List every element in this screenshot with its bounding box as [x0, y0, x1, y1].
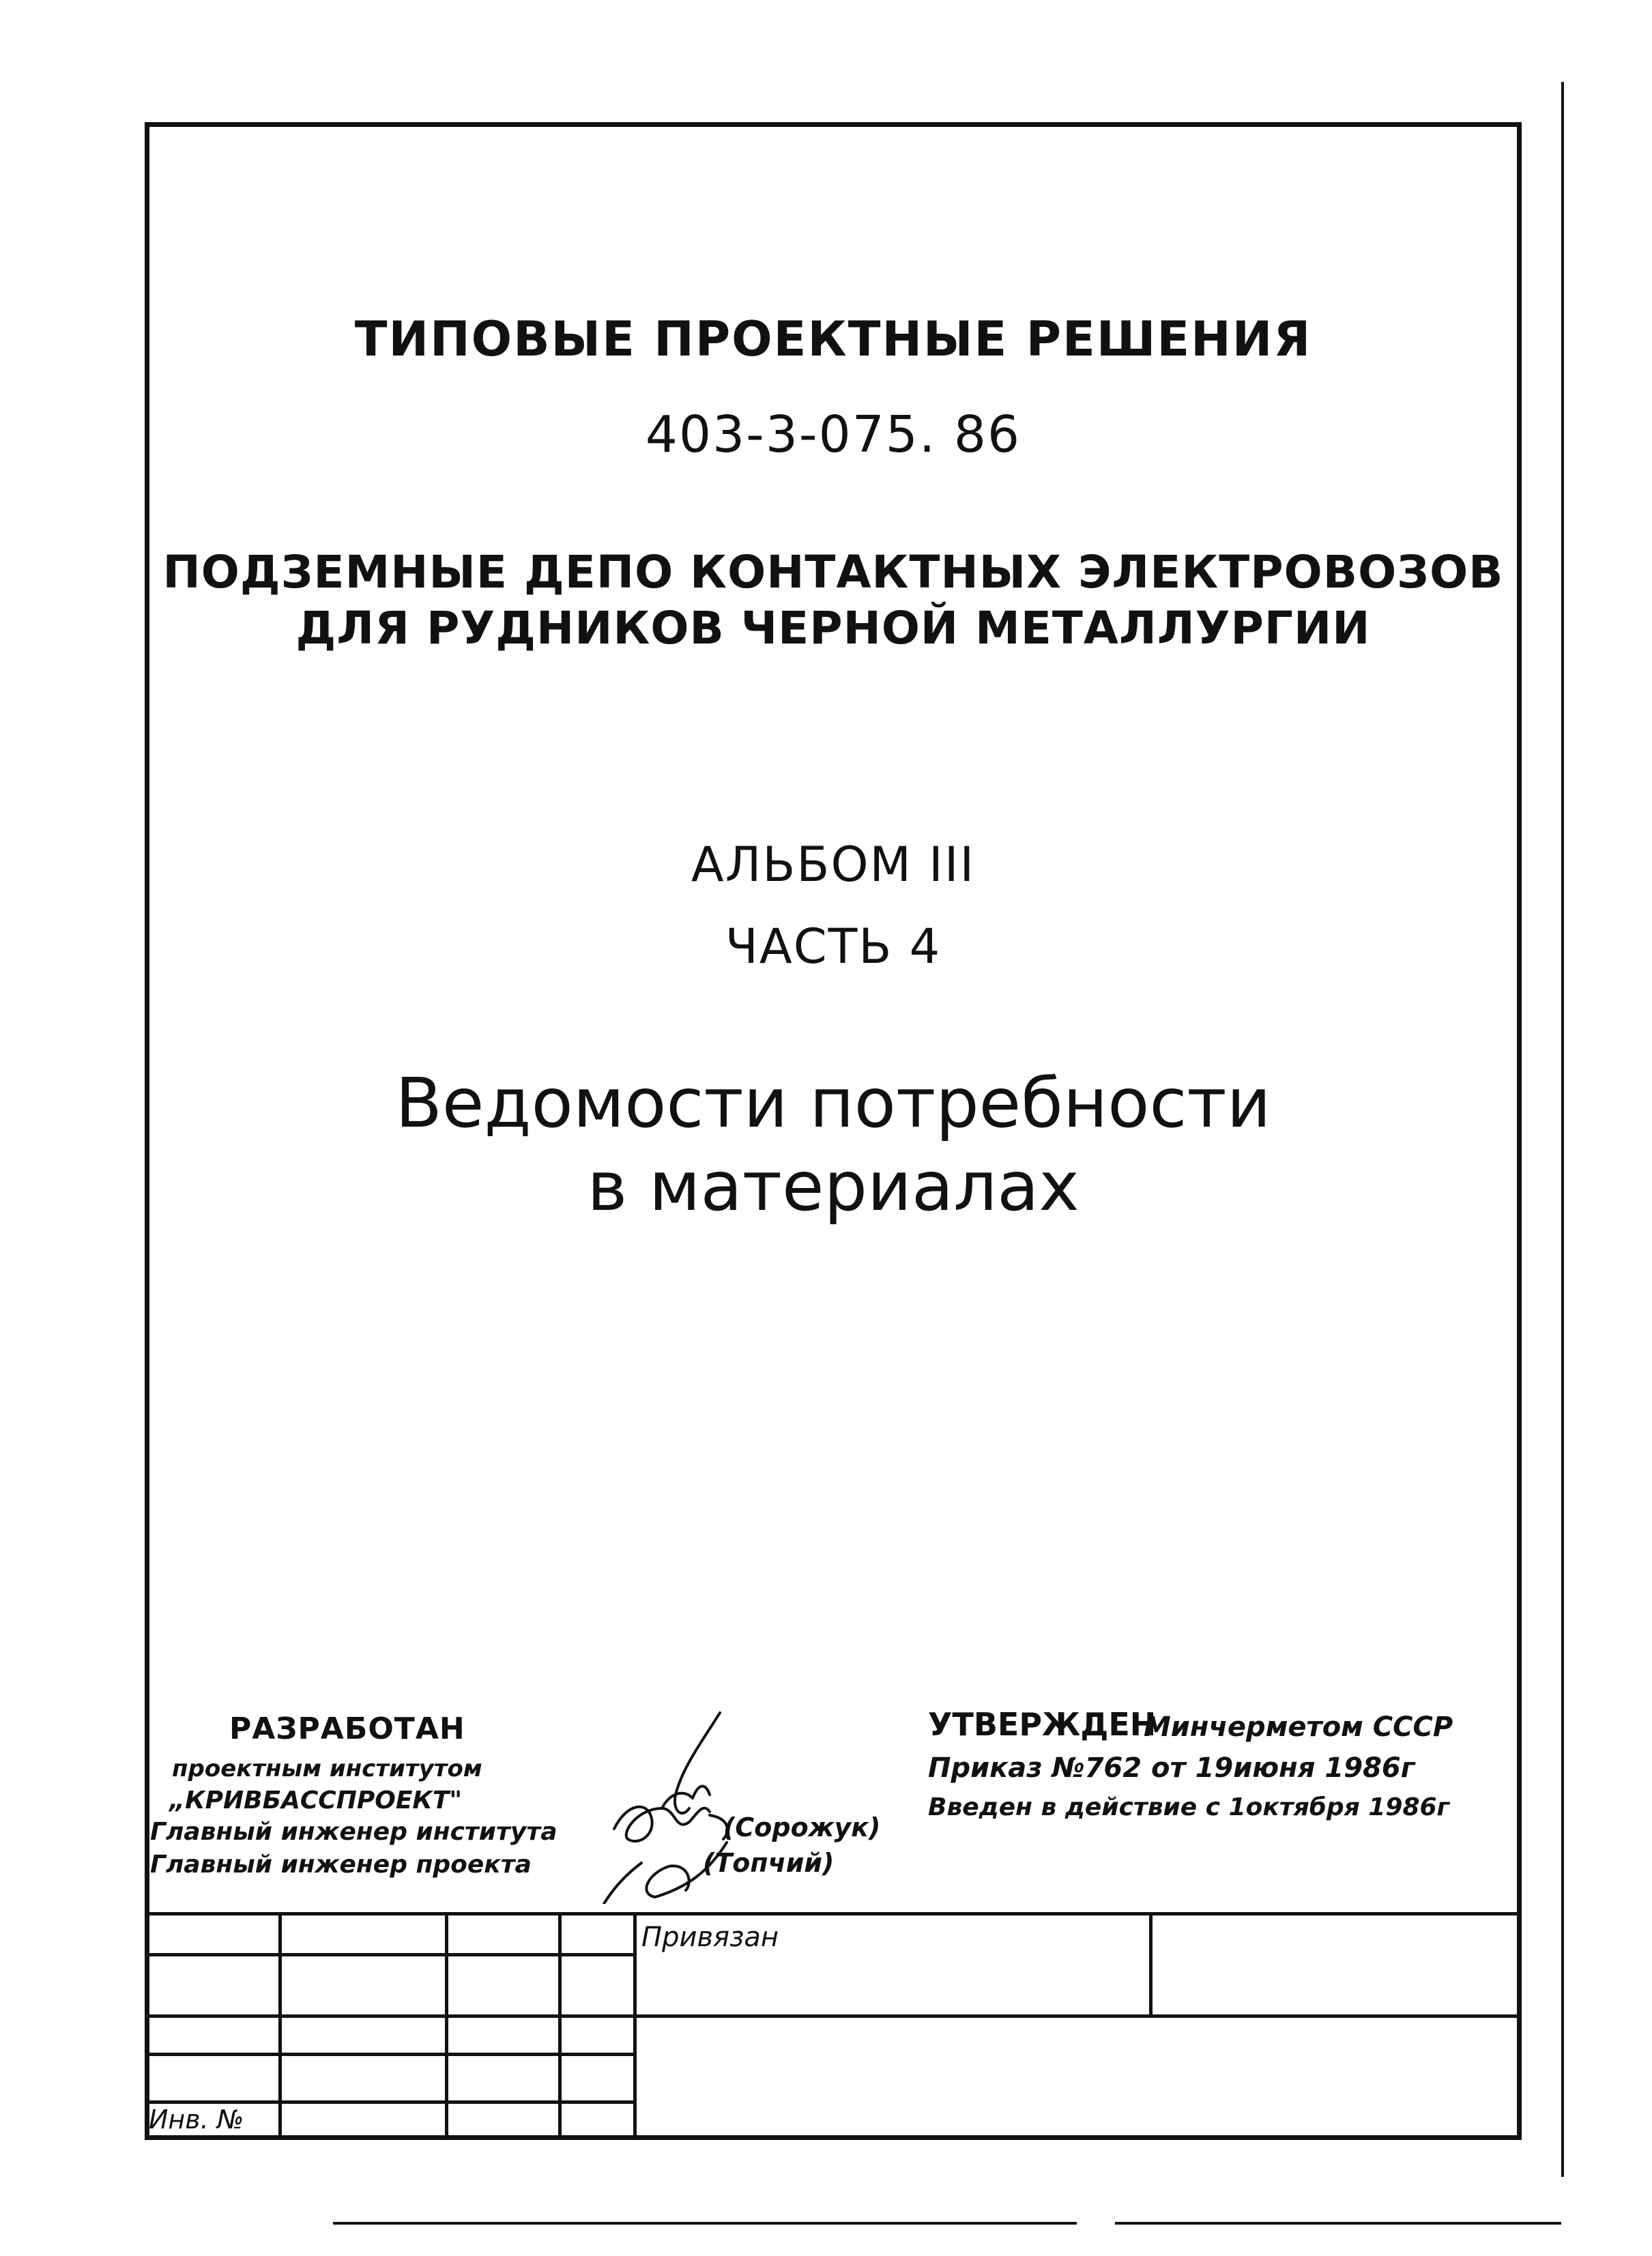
stamp-col-line-3: [558, 1912, 562, 2140]
approval-effective: Введен в действие с 1октября 1986г: [928, 1793, 1450, 1821]
bottom-line-left: [333, 2222, 1077, 2225]
stamp-row-line-2: [145, 2014, 1522, 2018]
stamp-row-line-1: [145, 1953, 636, 1956]
project-name-line-1: ПОДЗЕМНЫЕ ДЕПО КОНТАКТНЫХ ЭЛЕКТРОВОЗОВ: [162, 546, 1504, 598]
developer-line-1: проектным институтом: [172, 1755, 482, 1782]
chief-engineer-project: Главный инженер проекта: [150, 1851, 532, 1879]
project-code: 403-3-075. 86: [645, 405, 1021, 464]
inventory-number-label: Инв. №: [149, 2105, 244, 2135]
stamp-col-line-4: [633, 1912, 637, 2140]
series-title: ТИПОВЫЕ ПРОЕКТНЫЕ РЕШЕНИЯ: [354, 311, 1312, 367]
right-edge-line: [1561, 82, 1564, 2177]
bottom-line-right: [1115, 2222, 1561, 2225]
stamp-table: [145, 1912, 1522, 2140]
subject-line-1: Ведомости потребности: [395, 1063, 1271, 1143]
project-name-line-2: ДЛЯ РУДНИКОВ ЧЕРНОЙ МЕТАЛЛУРГИИ: [295, 602, 1371, 654]
stamp-col-line-2: [445, 1912, 448, 2140]
chief-project-name: (Топчий): [703, 1848, 835, 1878]
stamp-col-line-5: [1149, 1912, 1153, 2017]
signatures-image: [573, 1699, 778, 1904]
linked-label: Привязан: [641, 1922, 779, 1953]
stamp-row-line-3: [145, 2053, 636, 2056]
chief-institute-name: (Сорожук): [723, 1812, 881, 1842]
chief-engineer-institute: Главный инженер института: [150, 1818, 557, 1846]
developer-line-2: „КРИВБАССПРОЕКТ": [169, 1787, 463, 1814]
developer-heading: РАЗРАБОТАН: [229, 1711, 465, 1746]
approval-order: Приказ №762 от 19июня 1986г: [928, 1752, 1415, 1784]
approved-heading: УТВЕРЖДЕН: [928, 1706, 1157, 1743]
album-number: АЛЬБОМ III: [691, 837, 976, 893]
stamp-top-line: [145, 1912, 1522, 1915]
approved-by: Минчерметом СССР: [1144, 1711, 1453, 1743]
stamp-row-line-4: [145, 2100, 636, 2104]
subject-line-2: в материалах: [587, 1146, 1079, 1226]
part-number: ЧАСТЬ 4: [725, 919, 942, 974]
stamp-col-line-1: [278, 1912, 282, 2140]
